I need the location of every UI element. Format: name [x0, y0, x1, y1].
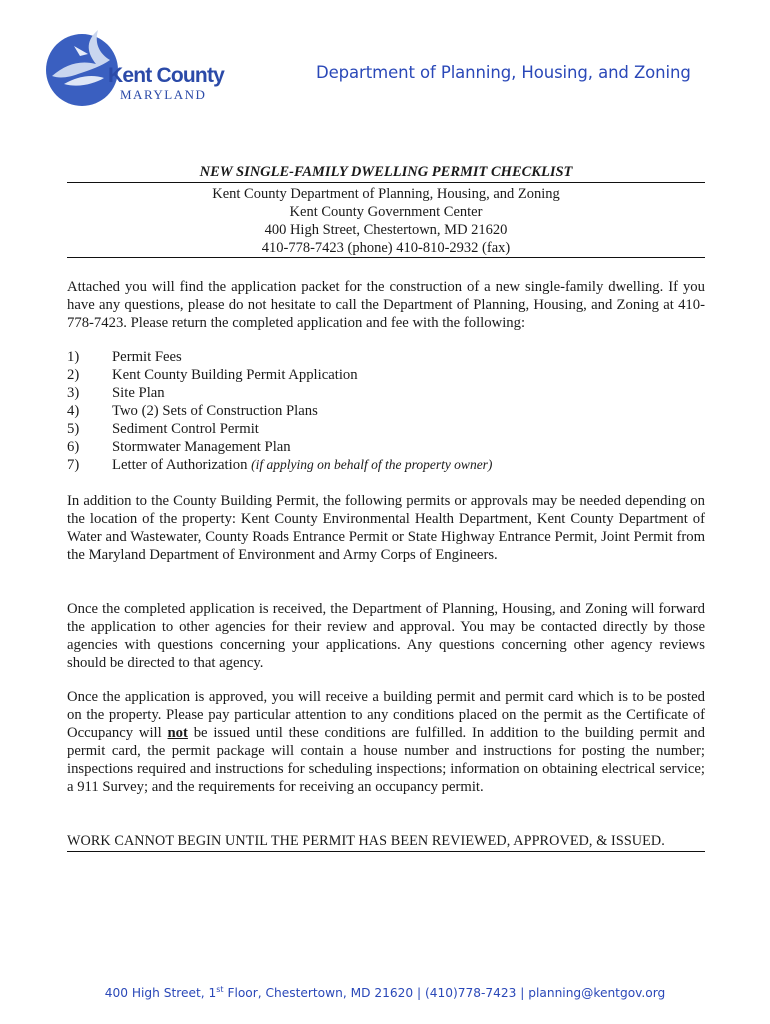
item-text: Kent County Building Permit Application: [112, 367, 358, 383]
approval-paragraph: [67, 688, 705, 796]
item-text: Permit Fees: [112, 349, 182, 365]
checklist-item: [67, 402, 705, 420]
checklist-item: [67, 348, 705, 366]
additional-permits-paragraph: In addition to the County Building Permit, the following permits or approvals may be needed depending on the location of the property: Kent County Environmental Health Department, Kent County Department of Water and Wastewater, County Roads Entrance Permit or State Highway Entrance Permit, Joint Permit from the Maryland Department of Environment and Army Corps of Engineers.: [67, 493, 705, 563]
item-note: (if applying on behalf of the property owner): [251, 457, 493, 472]
item-number: 4): [67, 403, 80, 419]
approval-text-1: Once the application is approved, you will receive a building permit and permit card which is to be posted on the property. Please pay particular attention to any conditions placed on the permit as the Certificate of Occupancy will: [67, 689, 705, 741]
address-line-2: Kent County Government Center: [289, 204, 483, 220]
item-text-with-note: [112, 456, 492, 474]
item-number: 6): [67, 439, 80, 455]
item-text: Letter of Authorization: [112, 457, 248, 473]
document-title: NEW SINGLE-FAMILY DWELLING PERMIT CHECKLIST: [199, 164, 573, 180]
warning-rule: [67, 851, 705, 852]
item-text: Sediment Control Permit: [112, 421, 259, 437]
footer-text-1: 400 High Street, 1: [104, 986, 217, 1001]
checklist: [67, 348, 705, 474]
approval-text-2: be issued until these conditions are fulfilled. In addition to the building permit and permit card, the permit package will contain a house number and instructions for posting the number; inspections required and instructions for scheduling inspections; information on obtaining electrical service; a 911 Survey; and the requirements for receiving an occupancy permit.: [67, 725, 705, 795]
address-line-4: 410-778-7423 (phone) 410-810-2932 (fax): [261, 240, 511, 256]
footer-superscript: st: [216, 985, 224, 994]
item-number: 5): [67, 421, 80, 437]
logo-state: MARYLAND: [120, 87, 207, 102]
footer-text-2: Floor, Chestertown, MD 21620 | (410)778-7423 | planning@kentgov.org: [223, 986, 666, 1001]
item-number: 7): [67, 457, 80, 473]
approval-emphasis: not: [167, 725, 188, 741]
checklist-item: [67, 420, 705, 438]
checklist-item: [67, 438, 705, 456]
intro-paragraph: Attached you will find the application packet for the construction of a new single-family dwelling. If you have any questions, please do not hesitate to call the Department of Planning, Housing, and Zoning at 410-778-7423. Please return the completed application and fee with the following:: [67, 279, 705, 331]
office-address: [67, 185, 705, 257]
item-text: Stormwater Management Plan: [112, 439, 291, 455]
checklist-item: [67, 384, 705, 402]
checklist-item: [67, 366, 705, 384]
address-line-1: Kent County Department of Planning, Housing, and Zoning: [212, 186, 560, 202]
item-number: 1): [67, 349, 80, 365]
work-warning: WORK CANNOT BEGIN UNTIL THE PERMIT HAS BEEN REVIEWED, APPROVED, & ISSUED.: [67, 833, 665, 849]
footer-contact: [0, 985, 770, 1000]
address-line-3: 400 High Street, Chestertown, MD 21620: [264, 222, 508, 238]
title-rule: [67, 182, 705, 183]
item-text: Site Plan: [112, 385, 165, 401]
agency-review-paragraph: Once the completed application is received, the Department of Planning, Housing, and Zoning will forward the application to other agencies for their review and approval. You may be contacted directly by those agencies with questions concerning your applications. Any questions concerning other agency reviews should be directed to that agency.: [67, 601, 705, 671]
item-number: 2): [67, 367, 80, 383]
kent-county-logo: [44, 24, 239, 116]
item-text: Two (2) Sets of Construction Plans: [112, 403, 318, 419]
logo-name: Kent County: [108, 64, 225, 87]
department-header: Department of Planning, Housing, and Zoning: [316, 63, 691, 82]
item-number: 3): [67, 385, 80, 401]
address-rule: [67, 257, 705, 258]
checklist-item: [67, 456, 705, 474]
